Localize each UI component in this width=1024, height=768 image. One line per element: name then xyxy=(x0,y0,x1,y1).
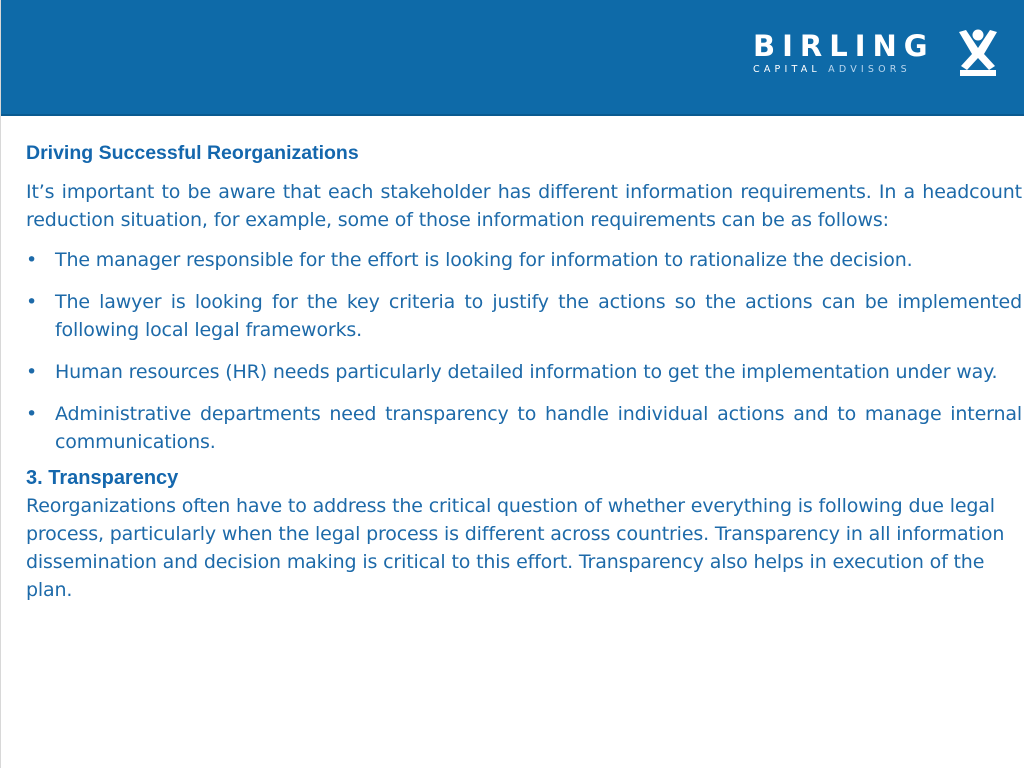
brand-logo xyxy=(753,30,935,76)
intro-paragraph: It’s important to be aware that each stakeholder has different information requirements. In a headcount reduction situation, for example, some of those information requirements can be as follows: xyxy=(26,181,1022,231)
list-item xyxy=(26,358,1022,386)
list-item xyxy=(26,288,1022,344)
header-bar xyxy=(1,0,1024,116)
bullet-glyph: • xyxy=(26,403,38,425)
birling-figure-icon xyxy=(957,28,999,76)
list-item-text: Human resources (HR) needs particularly detailed information to get the implementation under way. xyxy=(55,361,998,383)
stakeholder-list xyxy=(26,246,1022,456)
list-item xyxy=(26,246,1022,274)
brand-tagline xyxy=(753,64,935,76)
section-body: Reorganizations often have to address the critical question of whether everything is following due legal process, particularly when the legal process is different across countries. Transparency in all information dissemination and decision making is critical to this effort. Transparency also helps in execution of the plan. xyxy=(26,495,1005,601)
list-item xyxy=(26,400,1022,456)
list-item-text: Administrative departments need transparency to handle individual actions and to manage internal communications. xyxy=(55,403,1022,453)
brand-tagline-capital: CAPITAL xyxy=(753,64,821,75)
list-item-text: The lawyer is looking for the key criteria to justify the actions so the actions can be implemented following local legal frameworks. xyxy=(55,291,1022,341)
bullet-glyph: • xyxy=(26,291,38,313)
main-content xyxy=(26,140,1022,604)
list-item-text: The manager responsible for the effort is looking for information to rationalize the decision. xyxy=(55,249,913,271)
brand-name: BIRLING xyxy=(753,29,935,63)
bullet-glyph: • xyxy=(26,361,38,383)
brand-tagline-advisors: ADVISORS xyxy=(828,64,911,75)
page-title: Driving Successful Reorganizations xyxy=(26,142,359,164)
section-title: 3. Transparency xyxy=(26,467,179,489)
bullet-glyph: • xyxy=(26,249,38,271)
